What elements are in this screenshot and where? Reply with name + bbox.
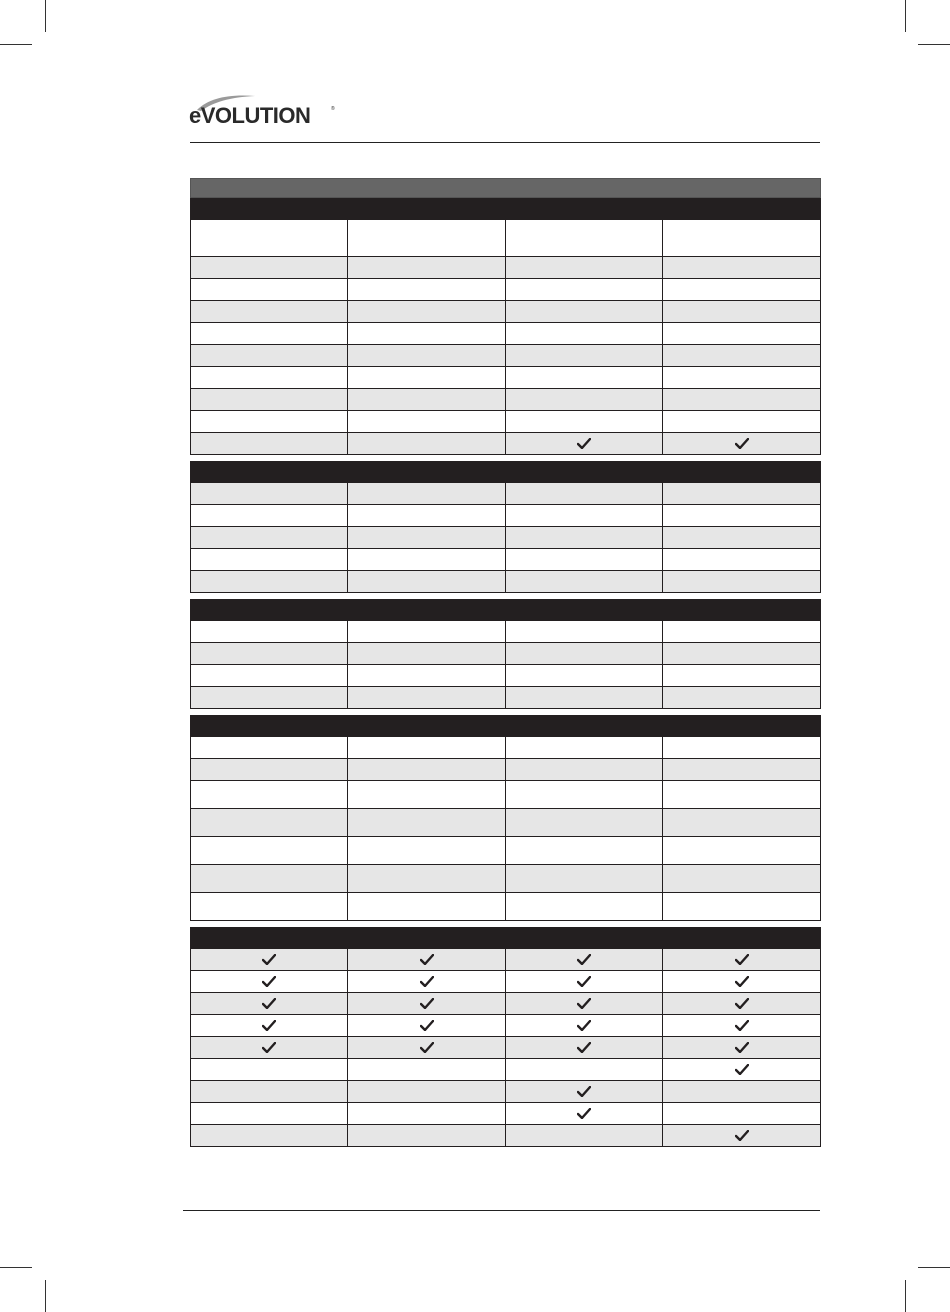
table-row	[190, 220, 821, 257]
table-cell	[190, 1059, 347, 1080]
table-cell	[190, 323, 347, 344]
table-cell	[505, 687, 662, 708]
table-row	[190, 1037, 821, 1059]
table-cell	[505, 1125, 662, 1146]
crop-mark	[45, 1280, 46, 1312]
table-cell	[662, 1125, 821, 1146]
table-cell	[662, 1015, 821, 1036]
section-header	[190, 715, 821, 737]
table-cell	[505, 345, 662, 366]
table-row	[190, 737, 821, 759]
table-cell	[347, 279, 505, 300]
table-cell	[347, 257, 505, 278]
table-row	[190, 643, 821, 665]
table-cell	[505, 621, 662, 642]
crop-mark	[0, 1267, 32, 1268]
checkmark-icon	[577, 1086, 591, 1097]
table-cell	[662, 367, 821, 388]
table-cell	[190, 571, 347, 592]
table-cell	[505, 323, 662, 344]
checkmark-icon	[262, 1020, 276, 1031]
table-cell	[662, 220, 821, 256]
crop-mark	[905, 1280, 906, 1312]
checkmark-icon	[262, 1042, 276, 1053]
brand-logo	[189, 92, 339, 132]
checkmark-icon	[577, 1108, 591, 1119]
table-cell	[662, 737, 821, 758]
section-header	[190, 927, 821, 949]
table-row	[190, 865, 821, 893]
table-row	[190, 1059, 821, 1081]
table-cell	[505, 257, 662, 278]
table-cell	[662, 893, 821, 920]
section-header	[190, 599, 821, 621]
table-cell	[662, 837, 821, 864]
table-cell	[505, 505, 662, 526]
table-cell	[190, 949, 347, 970]
table-cell	[505, 1037, 662, 1058]
table-cell	[190, 1125, 347, 1146]
table-cell	[505, 1015, 662, 1036]
table-cell	[505, 527, 662, 548]
table-cell	[662, 1081, 821, 1102]
table-cell	[347, 759, 505, 780]
table-cell	[190, 687, 347, 708]
table-cell	[347, 993, 505, 1014]
table-cell	[662, 571, 821, 592]
table-group	[190, 220, 821, 455]
table-cell	[347, 345, 505, 366]
table-cell	[662, 665, 821, 686]
table-cell	[347, 505, 505, 526]
section-header	[190, 461, 821, 483]
table-row	[190, 527, 821, 549]
table-cell	[347, 865, 505, 892]
table-cell	[190, 301, 347, 322]
table-row	[190, 433, 821, 455]
table-cell	[190, 809, 347, 836]
table-cell	[190, 367, 347, 388]
table-cell	[662, 257, 821, 278]
table-cell	[347, 549, 505, 570]
table-cell	[190, 893, 347, 920]
table-cell	[662, 389, 821, 410]
specification-table	[190, 178, 821, 1147]
table-row	[190, 301, 821, 323]
checkmark-icon	[577, 1042, 591, 1053]
crop-mark	[918, 44, 950, 45]
table-row	[190, 411, 821, 433]
checkmark-icon	[577, 1020, 591, 1031]
table-cell	[505, 571, 662, 592]
table-row	[190, 949, 821, 971]
table-group	[190, 621, 821, 709]
table-cell	[190, 737, 347, 758]
checkmark-icon	[735, 1130, 749, 1141]
table-row	[190, 1081, 821, 1103]
table-cell	[190, 971, 347, 992]
table-cell	[662, 411, 821, 432]
table-cell	[190, 345, 347, 366]
table-cell	[347, 1081, 505, 1102]
table-cell	[505, 865, 662, 892]
table-cell	[662, 809, 821, 836]
table-cell	[190, 1103, 347, 1124]
table-cell	[662, 643, 821, 664]
table-row	[190, 389, 821, 411]
table-row	[190, 665, 821, 687]
table-cell	[190, 411, 347, 432]
table-cell	[347, 389, 505, 410]
footer-rule	[183, 1210, 820, 1211]
table-cell	[505, 220, 662, 256]
table-cell	[505, 949, 662, 970]
table-cell	[347, 483, 505, 504]
table-cell	[347, 809, 505, 836]
table-cell	[347, 1037, 505, 1058]
table-cell	[190, 781, 347, 808]
table-title-bar	[190, 178, 821, 198]
table-cell	[505, 737, 662, 758]
table-cell	[662, 1059, 821, 1080]
table-cell	[347, 781, 505, 808]
checkmark-icon	[735, 1064, 749, 1075]
table-cell	[662, 993, 821, 1014]
table-cell	[190, 389, 347, 410]
checkmark-icon	[262, 976, 276, 987]
table-cell	[505, 549, 662, 570]
table-row	[190, 1103, 821, 1125]
table-cell	[505, 433, 662, 454]
table-cell	[347, 971, 505, 992]
checkmark-icon	[420, 1042, 434, 1053]
table-cell	[190, 433, 347, 454]
table-row	[190, 367, 821, 389]
table-cell	[347, 949, 505, 970]
table-row	[190, 1015, 821, 1037]
header-rule	[190, 142, 820, 143]
table-cell	[190, 527, 347, 548]
table-cell	[662, 549, 821, 570]
table-cell	[662, 1037, 821, 1058]
crop-mark	[918, 1267, 950, 1268]
table-cell	[662, 687, 821, 708]
table-cell	[505, 971, 662, 992]
table-cell	[190, 1015, 347, 1036]
table-cell	[347, 621, 505, 642]
checkmark-icon	[577, 954, 591, 965]
table-row	[190, 809, 821, 837]
table-row	[190, 971, 821, 993]
table-cell	[190, 759, 347, 780]
checkmark-icon	[735, 438, 749, 449]
table-group	[190, 949, 821, 1147]
table-cell	[347, 1015, 505, 1036]
table-cell	[347, 1059, 505, 1080]
table-row	[190, 505, 821, 527]
table-group	[190, 483, 821, 593]
crop-mark	[905, 0, 906, 32]
table-row	[190, 549, 821, 571]
table-cell	[662, 483, 821, 504]
section-header	[190, 198, 821, 220]
table-cell	[347, 1103, 505, 1124]
table-cell	[190, 837, 347, 864]
table-group	[190, 737, 821, 921]
table-cell	[662, 865, 821, 892]
checkmark-icon	[735, 1020, 749, 1031]
table-cell	[662, 505, 821, 526]
table-cell	[505, 993, 662, 1014]
checkmark-icon	[420, 976, 434, 987]
checkmark-icon	[735, 998, 749, 1009]
table-row	[190, 781, 821, 809]
table-cell	[662, 323, 821, 344]
table-row	[190, 759, 821, 781]
brand-wordmark: eVOLUTION	[189, 103, 311, 128]
table-cell	[505, 389, 662, 410]
table-cell	[347, 643, 505, 664]
table-cell	[190, 549, 347, 570]
table-cell	[190, 665, 347, 686]
table-cell	[505, 781, 662, 808]
table-cell	[347, 837, 505, 864]
table-cell	[347, 1125, 505, 1146]
table-row	[190, 687, 821, 709]
table-cell	[662, 949, 821, 970]
checkmark-icon	[577, 438, 591, 449]
table-cell	[347, 411, 505, 432]
table-row	[190, 893, 821, 921]
table-cell	[190, 220, 347, 256]
table-row	[190, 571, 821, 593]
checkmark-icon	[577, 976, 591, 987]
table-cell	[662, 301, 821, 322]
table-cell	[505, 837, 662, 864]
checkmark-icon	[262, 998, 276, 1009]
table-cell	[190, 865, 347, 892]
table-cell	[190, 643, 347, 664]
table-cell	[662, 971, 821, 992]
table-row	[190, 621, 821, 643]
table-cell	[190, 279, 347, 300]
crop-mark	[45, 0, 46, 32]
table-cell	[347, 220, 505, 256]
table-row	[190, 483, 821, 505]
table-cell	[505, 1081, 662, 1102]
table-row	[190, 993, 821, 1015]
table-cell	[190, 505, 347, 526]
table-cell	[662, 279, 821, 300]
table-cell	[662, 781, 821, 808]
table-cell	[347, 571, 505, 592]
checkmark-icon	[735, 976, 749, 987]
checkmark-icon	[420, 1020, 434, 1031]
table-cell	[190, 1081, 347, 1102]
table-cell	[662, 759, 821, 780]
table-cell	[505, 367, 662, 388]
checkmark-icon	[577, 998, 591, 1009]
table-cell	[505, 643, 662, 664]
table-row	[190, 837, 821, 865]
table-cell	[347, 323, 505, 344]
table-cell	[347, 665, 505, 686]
checkmark-icon	[262, 954, 276, 965]
checkmark-icon	[420, 998, 434, 1009]
table-cell	[190, 483, 347, 504]
table-row	[190, 1125, 821, 1147]
table-cell	[505, 759, 662, 780]
table-cell	[505, 301, 662, 322]
table-cell	[505, 411, 662, 432]
table-row	[190, 323, 821, 345]
table-cell	[505, 893, 662, 920]
table-row	[190, 345, 821, 367]
table-cell	[505, 1059, 662, 1080]
table-cell	[662, 433, 821, 454]
table-row	[190, 279, 821, 301]
checkmark-icon	[735, 1042, 749, 1053]
table-cell	[347, 367, 505, 388]
table-row	[190, 257, 821, 279]
table-cell	[347, 737, 505, 758]
table-cell	[505, 809, 662, 836]
table-cell	[662, 527, 821, 548]
checkmark-icon	[735, 954, 749, 965]
table-cell	[662, 1103, 821, 1124]
table-cell	[190, 993, 347, 1014]
table-cell	[662, 345, 821, 366]
table-cell	[190, 621, 347, 642]
table-cell	[505, 665, 662, 686]
table-cell	[347, 687, 505, 708]
table-cell	[505, 279, 662, 300]
table-cell	[347, 301, 505, 322]
crop-mark	[0, 44, 32, 45]
table-cell	[347, 893, 505, 920]
table-cell	[347, 527, 505, 548]
table-cell	[505, 483, 662, 504]
table-cell	[505, 1103, 662, 1124]
trademark-symbol: ®	[331, 106, 335, 112]
table-cell	[347, 433, 505, 454]
table-cell	[190, 257, 347, 278]
checkmark-icon	[420, 954, 434, 965]
table-cell	[662, 621, 821, 642]
table-cell	[190, 1037, 347, 1058]
